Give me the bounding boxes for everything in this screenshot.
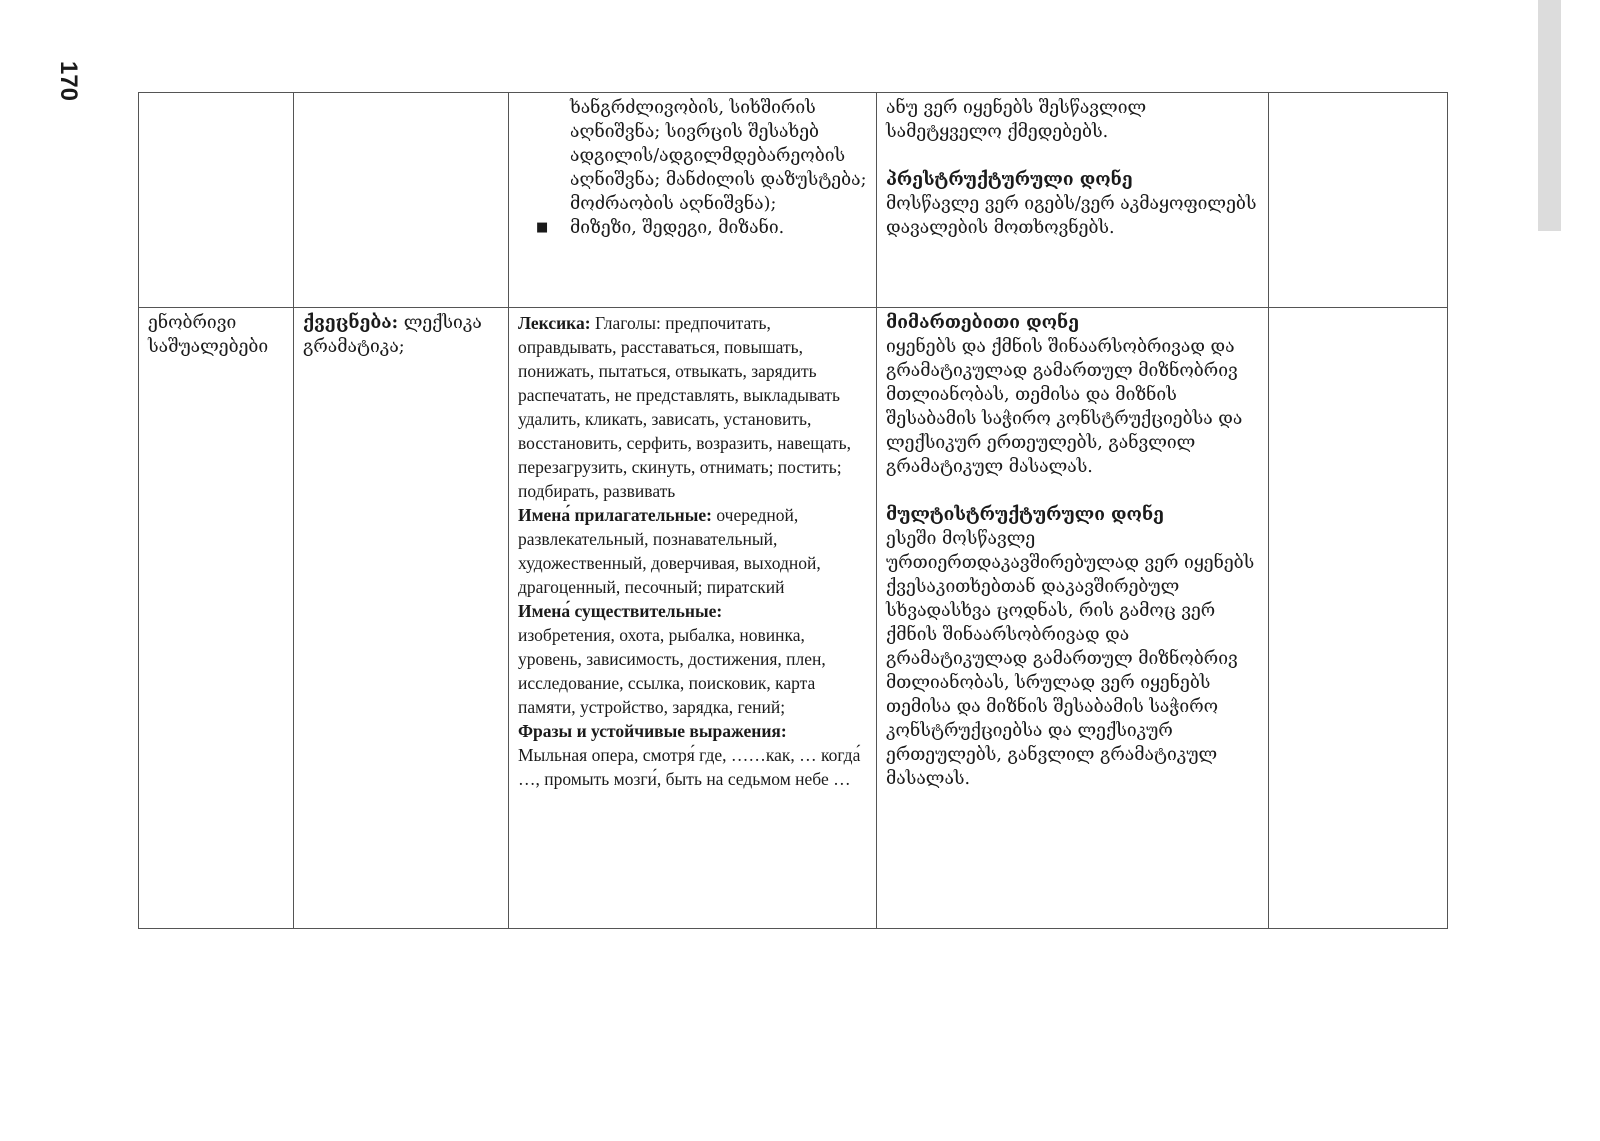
subconcept-text: ლექსიკა გრამატიკა; (303, 313, 482, 357)
category-text: ენობრივი საშუალებები (148, 313, 269, 357)
continued-text: ხანგრძლივობის, სიხშირის აღნიშვნა; სივრცის შესახებ ადგილის/ადგილმდებარეობის აღნიშვნა; მანძილის დაზუსტება; მოძრაობის აღნიშვნა); (570, 98, 867, 214)
phrases-text: Мыльная опера, смотря́ где, ……как, … когда́ …, промыть мозги́, быть на седьмом небе … (518, 745, 861, 789)
list-item (518, 216, 868, 240)
level-heading: მულტისტრუქტურული დონე (886, 505, 1164, 525)
level-text: იყენებს და ქმნის შინაარსობრივად და გრამატიკულად გამართულ მიზნობრივ მთლიანობას, თემისა და მიზნის შესაბამის საჭირო კონსტრუქციებსა და ლექსიკურ ერთეულებს, განვლილ გრამატიკულ მასალას. (886, 337, 1243, 477)
spacer (886, 144, 1260, 168)
level-heading: მიმართებითი დონე (886, 313, 1079, 333)
side-scroll-bar (1538, 0, 1561, 231)
table-cell-empty (1269, 308, 1448, 929)
level-text: ესეში მოსწავლე ურთიერთდაკავშირებულად ვერ იყენებს ქვესაკითხებთან დაკავშირებულ სხვადასხვა ცოდნას, რის გამოც ვერ ქმნის შინაარსობრივად და გრამატიკულად გამართულ მიზნობრივ მთლიანობას, სრულად ვერ იყენებს თემისა და მიზნის შესაბამის საჭირო კონსტრუქციებსა და ლექსიკურ ერთეულებს, განვლილ გრამატიკულ მასალას. (886, 529, 1255, 789)
nouns-text: изобретения, охота, рыбалка, новинка, уровень, зависимость, достижения, плен, исследование, ссылка, поисковик, карта памяти, устройство, зарядка, гений; (518, 625, 826, 717)
bullet-list (518, 96, 868, 240)
table-row (139, 93, 1448, 308)
level-text: ანუ ვერ იყენებს შესწავლილ სამეტყველო ქმედებებს. (886, 98, 1147, 142)
verbs-text: Глаголы: предпочитать, оправдывать, расставаться, повышать, понижать, пытаться, отвыкать, зарядить распечатать, не представлять, выкладывать удалить, кликать, зависать, установить, восстановить, серфить, возразить, навещать, перезагрузить, скинуть, отнимать; постить; подбирать, развивать (518, 313, 852, 501)
nouns-label: Имена́ существительные: (518, 601, 723, 621)
table-cell-empty (294, 93, 509, 308)
square-bullet-icon: ■ (536, 220, 549, 235)
table-cell-levels (877, 93, 1269, 308)
phrases-label: Фразы и устойчивые выражения: (518, 721, 787, 741)
table-cell-subconcept (294, 308, 509, 929)
spacer (886, 479, 1260, 503)
table-row (139, 308, 1448, 929)
table-cell-empty (1269, 93, 1448, 308)
list-item (518, 96, 868, 216)
verbs-label: Лексика: (518, 313, 591, 333)
table-cell-vocabulary (509, 308, 877, 929)
table-cell-objectives (509, 93, 877, 308)
bullet-text: მიზეზი, შედეგი, მიზანი. (570, 218, 785, 238)
table-cell-levels (877, 308, 1269, 929)
page-number: 170 (55, 60, 82, 102)
level-text: მოსწავლე ვერ იგებს/ვერ აკმაყოფილებს დავალების მოთხოვნებს. (886, 194, 1257, 238)
adjectives-label: Имена́ прилагательные: (518, 505, 712, 525)
table-cell-empty (139, 93, 294, 308)
assessment-table (138, 92, 1448, 929)
level-heading: პრესტრუქტურული დონე (886, 170, 1133, 190)
table-cell-category (139, 308, 294, 929)
subconcept-label: ქვეცნება: (303, 313, 399, 333)
adjectives-text: очередной, развлекательный, познавательный, художественный, доверчивая, выходной, драгоценный, песочный; пиратский (518, 505, 821, 597)
